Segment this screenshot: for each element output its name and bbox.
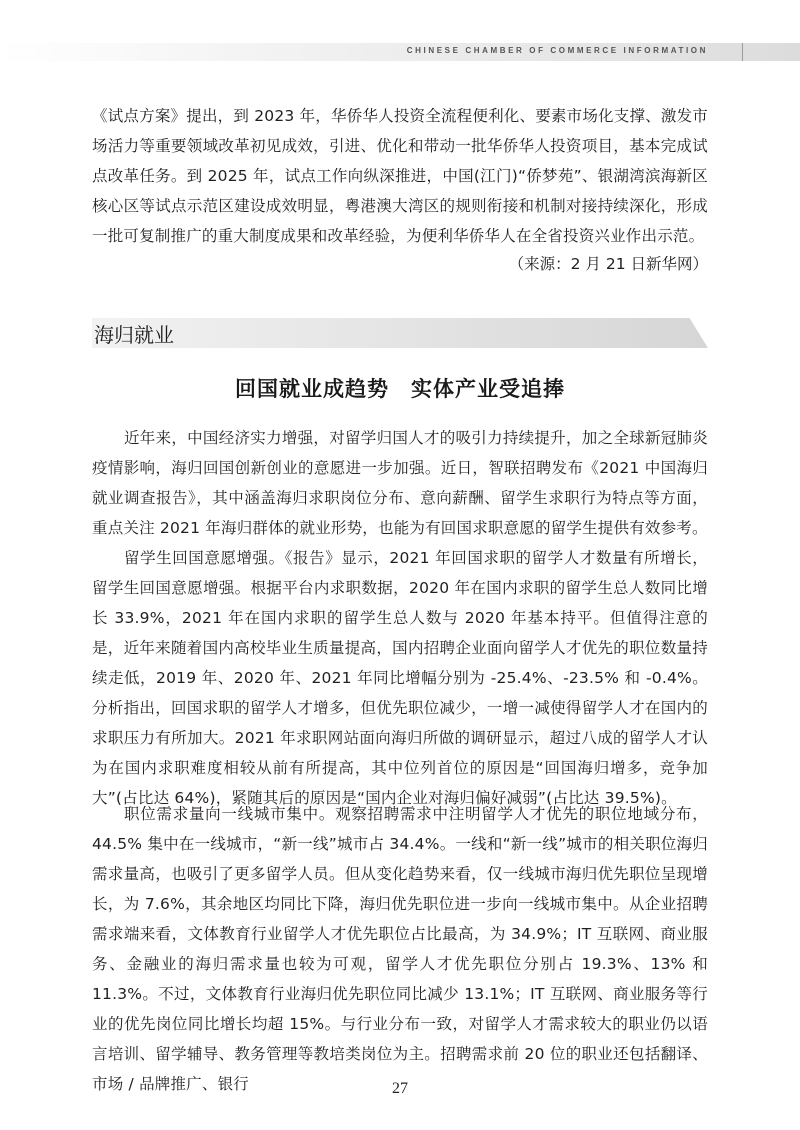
intro-paragraph: 《试点方案》提出，到 2023 年，华侨华人投资全流程便利化、要素市场化支撑、激发市场活力等重要领域改革初见成效，引进、优化和带动一批华侨华人投资项目，基本完成试点改革任务。到 2025 年，试点工作向纵深推进，中国(江门)“侨梦苑”、银湖湾滨海新区核心区等试点示范区建设成效明显，粤港澳大湾区的规则衔接和机制对接持续深化，形成一批可复制推广的重大制度成果和改革经验，为便利华侨华人在全省投资兴业作出示范。 [92, 107, 708, 245]
article-title-part1: 回国就业成趋势 [235, 377, 389, 401]
section-title: 海归就业 [94, 323, 174, 347]
article-title-part2: 实体产业受追捧 [411, 377, 565, 401]
section-banner [92, 318, 708, 348]
article-paragraph: 职位需求量向一线城市集中。观察招聘需求中注明留学人才优先的职位地域分布，44.5% 集中在一线城市，“新一线”城市占 34.4%。一线和“新一线”城市的相关职位海归需求量高，也吸引了更多留学人员。但从变化趋势来看，仅一线城市海归优先职位呈现增长，为 7.6%，其余地区均同比下降，海归优先职位进一步向一线城市集中。从企业招聘需求端来看，文体教育行业留学人才优先职位占比最高，为 34.9%；IT 互联网、商业服务、金融业的海归需求量也较为可观，留学人才优先职位分别占 19.3%、13% 和 11.3%。不过，文体教育行业海归优先职位同比减少 13.1%；IT 互联网、商业服务等行业的优先岗位同比增长均超 15%。与行业分布一致，对留学人才需求较大的职业仍以语言培训、留学辅导、教务管理等教培类岗位为主。招聘需求前 20 位的职业还包括翻译、市场 / 品牌推广、银行 [92, 805, 708, 1093]
page-number: 27 [392, 1080, 408, 1097]
article-paragraph: 留学生回国意愿增强。《报告》显示，2021 年回国求职的留学人才数量有所增长，留学生回国意愿增强。根据平台内求职数据，2020 年在国内求职的留学生总人数同比增长 33.9%，2021 年在国内求职的留学生总人数与 2020 年基本持平。但值得注意的是，近年来随着国内高校毕业生质量提高，国内招聘企业面向留学人才优先的职位数量持续走低，2019 年、2020 年、2021 年同比增幅分别为 -25.4%、-23.5% 和 -0.4%。分析指出，回国求职的留学人才增多，但优先职位减少，一增一减使得留学人才在国内的求职压力有所加大。2021 年求职网站面向海归所做的调研显示，超过八成的留学人才认为在国内求职难度相较从前有所提高，其中位列首位的原因是“回国海归增多，竞争加大”(占比达 64%)，紧随其后的原因是“国内企业对海归偏好减弱”(占比达 39.5%)。 [92, 549, 708, 807]
article-title [0, 373, 800, 403]
running-header: CHINESE CHAMBER OF COMMERCE INFORMATION [406, 46, 708, 55]
header-divider [742, 43, 743, 61]
article-paragraph: 近年来，中国经济实力增强，对留学归国人才的吸引力持续提升，加之全球新冠肺炎疫情影响，海归回国创新创业的意愿进一步加强。近日，智联招聘发布《2021 中国海归就业调查报告》，其中涵盖海归求职岗位分布、意向薪酬、留学生求职行为特点等方面，重点关注 2021 年海归群体的就业形势，也能为有回国求职意愿的留学生提供有效参考。 [92, 429, 708, 537]
source-attribution: （来源：2 月 21 日新华网） [508, 255, 708, 273]
